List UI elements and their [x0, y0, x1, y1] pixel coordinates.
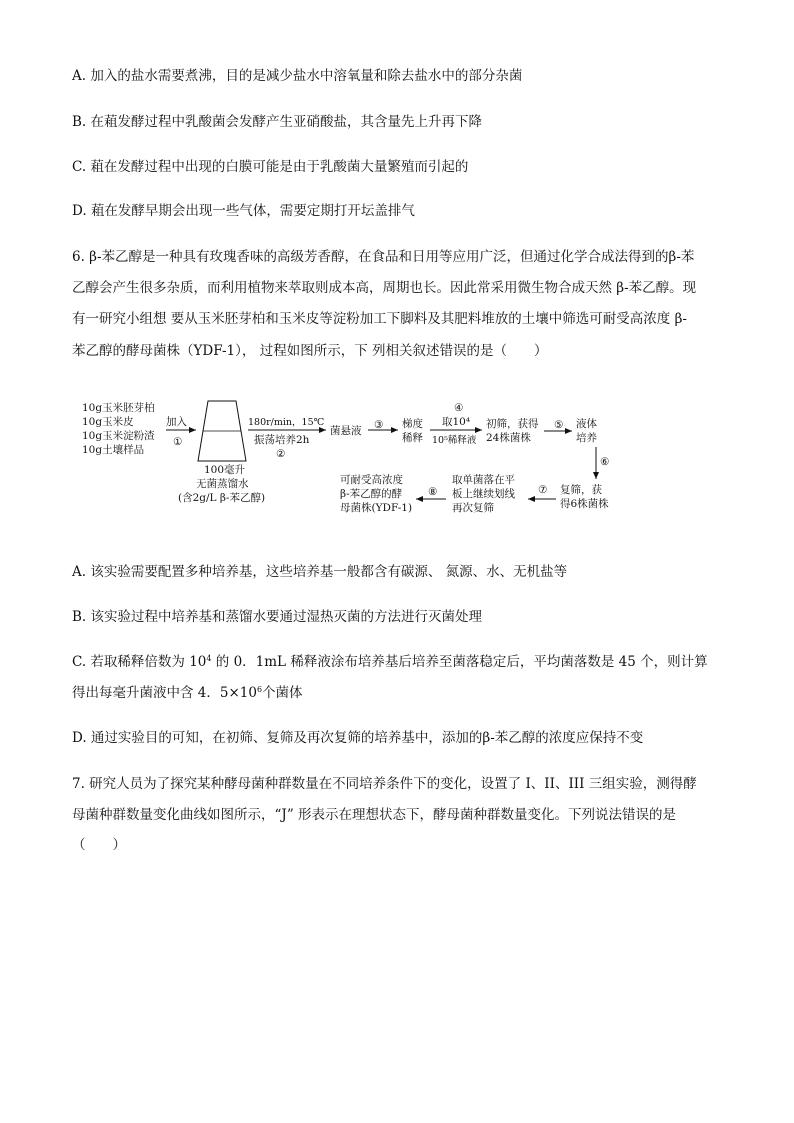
material-4: 10g土壤样品	[82, 444, 145, 456]
rescreen-bottom: 得6株菌株	[560, 498, 609, 510]
step-1-number: ①	[173, 436, 183, 448]
beaker-label-1: 100毫升	[204, 464, 246, 476]
liquid-bottom: 培养	[576, 432, 597, 444]
q6-option-c-text4: 个菌体	[262, 685, 303, 701]
q5-option-d: D. 蒩在发酵早期会出现一些气体，需要定期打开坛盖排气	[72, 203, 415, 219]
q6-option-c-sup2: 6	[256, 685, 263, 694]
q6-option-b: B. 该实验过程中培养基和蒸馏水要通过湿热灭菌的方法进行灭菌处理	[72, 609, 483, 625]
screen-top: 初筛，获得	[486, 418, 539, 430]
step-3-number: ③	[374, 419, 384, 431]
q6-option-c-line1	[72, 653, 708, 671]
step-7-number: ⑦	[538, 484, 548, 496]
material-3: 10g玉米淀粉渣	[82, 430, 155, 442]
q5-option-b: B. 在蒩发酵过程中乳酸菌会发酵产生亚硝酸盐，其含量先上升再下降	[72, 114, 483, 130]
q5-option-c: C. 蒩在发酵过程中出现的白膜可能是由于乳酸菌大量繁殖而引起的	[72, 159, 469, 175]
q6-option-c-line2	[72, 684, 303, 702]
beaker-label-3: (含2g/L β-苯乙醇)	[178, 492, 266, 504]
material-1: 10g玉米胚芽柏	[82, 402, 155, 414]
single-colony-1: 取单菌落在平	[452, 474, 515, 486]
q7-stem-line3: （ ）	[72, 837, 126, 853]
dilute-bottom: 稀释	[402, 432, 423, 444]
step-8-number: ⑧	[428, 486, 438, 498]
q6-flow-diagram	[78, 395, 638, 530]
take-label: 取10⁴	[442, 416, 471, 428]
q6-stem-line1: 6. β-苯乙醇是一种具有玫瑰香味的高级芳香醇，在食品和日用等应用广泛，但通过化学合成法得到的β-苯	[72, 249, 695, 265]
step-4-number: ④	[454, 402, 464, 414]
q5-option-a: A. 加入的盐水需要煮沸，目的是减少盐水中溶氧量和除去盐水中的部分杂菌	[72, 68, 523, 84]
q6-stem-line2: 乙醇会产生很多杂质，而利用植物来萃取则成本高，周期也长。因此常采用微生物合成天然 β-苯乙醇。现	[72, 280, 697, 296]
q7-stem-line2: 母菌种群数量变化曲线如图所示，“J” 形表示在理想状态下，酵母菌种群数量变化。下列说法错误的是	[72, 807, 677, 823]
screen-bottom: 24株菌株	[486, 432, 531, 444]
step-2-number: ②	[276, 448, 286, 460]
final-strain-2: β-苯乙醇的酵	[340, 488, 403, 500]
shake-condition: 180r/min，15℃	[248, 417, 325, 428]
final-strain-3: 母菌株(YDF-1)	[340, 502, 413, 514]
shake-label: 振荡培养2h	[254, 434, 310, 446]
q6-option-c-text1: C. 若取稀释倍数为 10	[72, 654, 207, 670]
add-label: 加入	[166, 416, 187, 428]
suspension-label: 菌悬液	[330, 425, 362, 437]
material-2: 10g玉米皮	[82, 416, 134, 428]
q7-stem-line1: 7. 研究人员为了探究某种酵母菌种群数量在不同培养条件下的变化，设置了 I、II、III 三组实验，测得酵	[72, 776, 697, 792]
q6-option-c-text3: 得出每毫升菌液中含 4．5×10	[72, 685, 257, 701]
q6-option-a: A. 该实验需要配置多种培养基，这些培养基一般都含有碳源、 氮源、水、无机盐等	[72, 564, 568, 580]
step-6-number: ⑥	[600, 456, 610, 468]
dilute-top: 梯度	[402, 418, 423, 430]
q6-option-d: D. 通过实验目的可知，在初筛、复筛及再次复筛的培养基中，添加的β-苯乙醇的浓度应保持不变	[72, 730, 644, 746]
single-colony-3: 再次复筛	[452, 502, 494, 514]
take-dilution: 10⁵稀释液	[432, 435, 477, 446]
single-colony-2: 板上继续划线	[452, 488, 515, 500]
q6-stem-line4: 苯乙醇的酵母菌株（YDF-1）， 过程如图所示，下 列相关叙述错误的是（ ）	[72, 343, 548, 359]
q6-stem-line3: 有一研究小组想 要从玉米胚芽柏和玉米皮等淀粉加工下脚料及其肥料堆放的土壤中筛选可耐受高浓度 β-	[72, 311, 687, 327]
step-5-number: ⑤	[554, 419, 564, 431]
beaker-label-2: 无菌蒸馏水	[196, 478, 249, 490]
liquid-top: 液体	[576, 418, 597, 430]
rescreen-top: 复筛，获	[560, 484, 602, 496]
q6-option-c-text2: 的 0．1mL 稀释液涂布培养基后培养至菌落稳定后，平均菌落数是 45 个，则计算	[211, 654, 708, 670]
final-strain-1: 可耐受高浓度	[340, 474, 403, 486]
q6-option-c-sup1: 4	[206, 654, 212, 663]
